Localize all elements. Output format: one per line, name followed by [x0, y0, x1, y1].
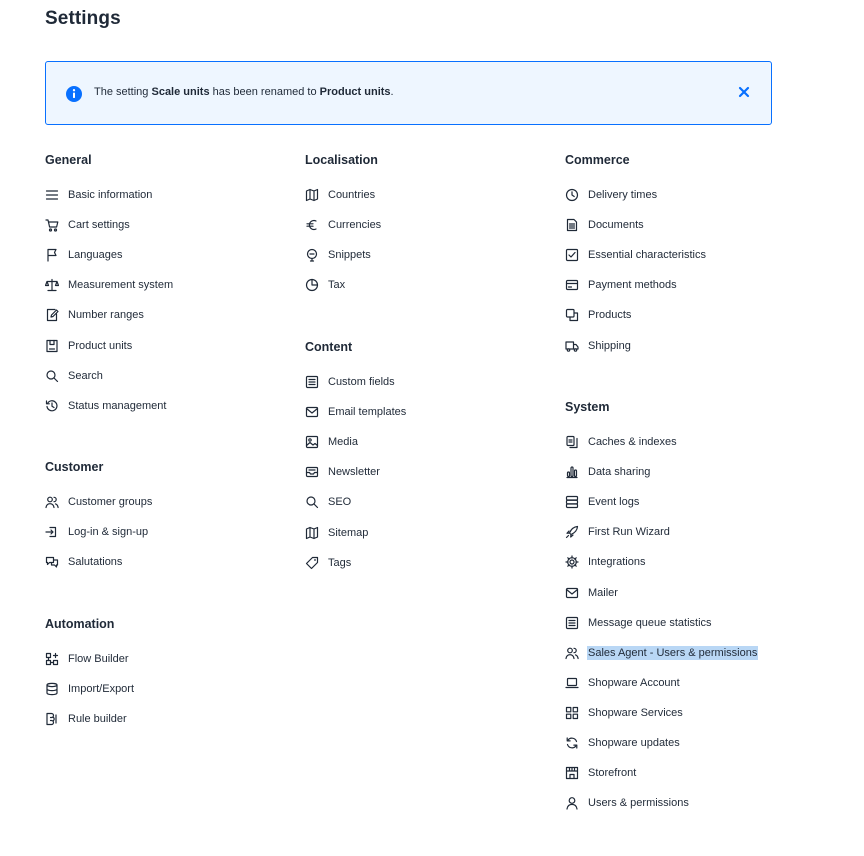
settings-item-label: Languages	[68, 249, 123, 262]
inbox-icon	[305, 465, 319, 479]
settings-item-label: Rule builder	[68, 713, 127, 726]
settings-item-label: Shopware Account	[588, 676, 680, 689]
envelope-icon	[565, 586, 579, 600]
settings-item-label: Newsletter	[328, 466, 380, 479]
group-title-general: General	[45, 153, 92, 167]
settings-item-label: SEO	[328, 496, 352, 509]
alert-new-name: Product units	[319, 86, 391, 98]
group-title-commerce: Commerce	[565, 153, 630, 167]
snippet-icon	[305, 248, 319, 262]
scale-icon	[45, 278, 59, 292]
settings-item-status-management[interactable]	[45, 396, 285, 416]
flow-icon	[45, 652, 59, 666]
settings-item-sales-agent-users-permissions[interactable]	[565, 643, 805, 663]
settings-item-documents[interactable]	[565, 215, 805, 235]
image-icon	[305, 435, 319, 449]
settings-item-label: Flow Builder	[68, 653, 129, 665]
document-list-icon	[305, 375, 319, 389]
refresh-icon	[565, 736, 579, 750]
group-title-content: Content	[305, 340, 353, 354]
settings-item-label: Payment methods	[588, 279, 677, 292]
settings-item-products[interactable]	[565, 305, 805, 325]
settings-item-sitemap[interactable]	[305, 523, 545, 543]
sign-in-icon	[45, 525, 59, 539]
settings-item-shopware-account[interactable]	[565, 673, 805, 693]
settings-item-custom-fields[interactable]	[305, 372, 545, 392]
settings-item-import-export[interactable]	[45, 679, 285, 699]
settings-item-label: Mailer	[588, 586, 618, 599]
history-icon	[45, 399, 59, 413]
settings-item-label: Cart settings	[68, 219, 130, 232]
settings-item-mailer[interactable]	[565, 583, 805, 603]
settings-item-label: Shipping	[588, 339, 631, 352]
group-title-localisation: Localisation	[305, 153, 378, 167]
rule-icon	[45, 712, 59, 726]
document-icon	[565, 218, 579, 232]
credit-card-icon	[565, 278, 579, 292]
settings-item-payment-methods[interactable]	[565, 275, 805, 295]
settings-item-label: Customer groups	[68, 496, 153, 508]
settings-item-currencies[interactable]	[305, 215, 545, 235]
settings-item-tags[interactable]	[305, 553, 545, 573]
group-title-automation: Automation	[45, 617, 115, 631]
list-icon	[45, 188, 59, 202]
cache-icon	[565, 435, 579, 449]
settings-item-measurement-system[interactable]	[45, 275, 285, 295]
settings-item-languages[interactable]	[45, 245, 285, 265]
users-icon	[45, 495, 59, 509]
cog-icon	[565, 555, 579, 569]
settings-item-label: Tags	[328, 556, 352, 569]
settings-item-label: First Run Wizard	[588, 526, 670, 539]
settings-item-users-permissions[interactable]	[565, 793, 805, 813]
close-icon[interactable]	[736, 84, 752, 100]
chat-icon	[45, 555, 59, 569]
settings-item-countries[interactable]	[305, 185, 545, 205]
search-icon	[45, 369, 59, 383]
alert-old-name: Scale units	[151, 86, 210, 98]
settings-item-label: Currencies	[328, 219, 382, 232]
settings-item-label: Storefront	[588, 767, 637, 780]
laptop-icon	[565, 676, 579, 690]
settings-item-label: Status management	[68, 399, 167, 412]
flag-icon	[45, 248, 59, 262]
product-units-icon	[45, 339, 59, 353]
settings-item-label: Log-in & sign-up	[68, 526, 149, 539]
alert-message: The setting Scale units has been renamed to Product units.	[94, 86, 394, 98]
settings-item-label: Number ranges	[68, 309, 144, 322]
search-icon	[305, 495, 319, 509]
info-icon	[65, 85, 83, 103]
document-list-icon	[565, 616, 579, 630]
settings-item-shopware-updates[interactable]	[565, 733, 805, 753]
settings-item-label: Countries	[328, 189, 376, 201]
map-icon	[305, 188, 319, 202]
envelope-icon	[305, 405, 319, 419]
settings-item-newsletter[interactable]	[305, 462, 545, 482]
settings-item-rule-builder[interactable]	[45, 709, 285, 729]
settings-item-label: Integrations	[588, 556, 646, 569]
settings-item-log-in-sign-up[interactable]	[45, 522, 285, 542]
settings-item-label: Snippets	[328, 249, 371, 262]
settings-item-data-sharing[interactable]	[565, 462, 805, 482]
settings-item-label: Caches & indexes	[588, 436, 677, 448]
group-title-system: System	[565, 400, 610, 414]
settings-item-salutations[interactable]	[45, 552, 285, 572]
settings-item-label: Basic information	[68, 189, 153, 201]
settings-item-number-ranges[interactable]	[45, 305, 285, 325]
settings-item-email-templates[interactable]	[305, 402, 545, 422]
settings-item-message-queue-statistics[interactable]	[565, 613, 805, 633]
pie-chart-icon	[305, 278, 319, 292]
settings-item-label: Shopware Services	[588, 706, 683, 719]
settings-item-label: Import/Export	[68, 683, 135, 696]
map-icon	[305, 526, 319, 540]
settings-item-delivery-times[interactable]	[565, 185, 805, 205]
settings-item-label: Data sharing	[588, 466, 651, 479]
settings-item-essential-characteristics[interactable]	[565, 245, 805, 265]
settings-item-label: Custom fields	[328, 376, 395, 388]
settings-item-label: Salutations	[68, 556, 123, 569]
rocket-icon	[565, 525, 579, 539]
settings-item-label: Users & permissions	[588, 797, 689, 810]
group-title-customer: Customer	[45, 460, 104, 474]
settings-item-snippets[interactable]	[305, 245, 545, 265]
grid-icon	[565, 706, 579, 720]
settings-item-label: Measurement system	[68, 279, 174, 292]
settings-item-seo[interactable]	[305, 492, 545, 512]
settings-item-label: Shopware updates	[588, 737, 680, 749]
cart-icon	[45, 218, 59, 232]
settings-item-caches-indexes[interactable]	[565, 432, 805, 452]
bar-chart-icon	[565, 465, 579, 479]
edit-icon	[45, 308, 59, 322]
settings-item-label: Tax	[328, 279, 346, 292]
settings-item-label: Products	[588, 309, 632, 322]
storefront-icon	[565, 766, 579, 780]
settings-item-tax[interactable]	[305, 275, 545, 295]
settings-item-label: Search	[68, 369, 103, 382]
settings-item-search[interactable]	[45, 366, 285, 386]
settings-item-label: Sitemap	[328, 526, 369, 539]
settings-item-basic-information[interactable]	[45, 185, 285, 205]
server-icon	[565, 495, 579, 509]
settings-item-label: Media	[328, 436, 358, 449]
clock-icon	[565, 188, 579, 202]
settings-item-media[interactable]	[305, 432, 545, 452]
truck-icon	[565, 339, 579, 353]
settings-item-first-run-wizard[interactable]	[565, 522, 805, 542]
settings-item-label: Email templates	[328, 406, 407, 419]
settings-item-product-units[interactable]	[45, 336, 285, 356]
users-icon	[565, 646, 579, 660]
settings-item-flow-builder[interactable]	[45, 649, 285, 669]
settings-item-label: Sales Agent - Users & permissions	[588, 646, 758, 659]
settings-item-label: Delivery times	[588, 189, 658, 201]
settings-item-label: Message queue statistics	[588, 616, 712, 629]
checkbox-icon	[565, 248, 579, 262]
euro-icon	[305, 218, 319, 232]
tag-icon	[305, 556, 319, 570]
settings-item-event-logs[interactable]	[565, 492, 805, 512]
user-icon	[565, 796, 579, 810]
settings-item-integrations[interactable]	[565, 552, 805, 572]
page-title: Settings	[45, 8, 121, 29]
settings-item-label: Documents	[588, 219, 644, 232]
rename-notice-alert	[45, 61, 772, 125]
database-icon	[45, 682, 59, 696]
settings-item-storefront[interactable]	[565, 763, 805, 783]
settings-item-label: Essential characteristics	[588, 249, 706, 262]
settings-item-label: Event logs	[588, 496, 640, 509]
products-icon	[565, 308, 579, 322]
settings-item-shopware-services[interactable]	[565, 703, 805, 723]
settings-item-shipping[interactable]	[565, 336, 805, 356]
settings-item-label: Product units	[68, 339, 133, 352]
settings-item-cart-settings[interactable]	[45, 215, 285, 235]
settings-item-customer-groups[interactable]	[45, 492, 285, 512]
